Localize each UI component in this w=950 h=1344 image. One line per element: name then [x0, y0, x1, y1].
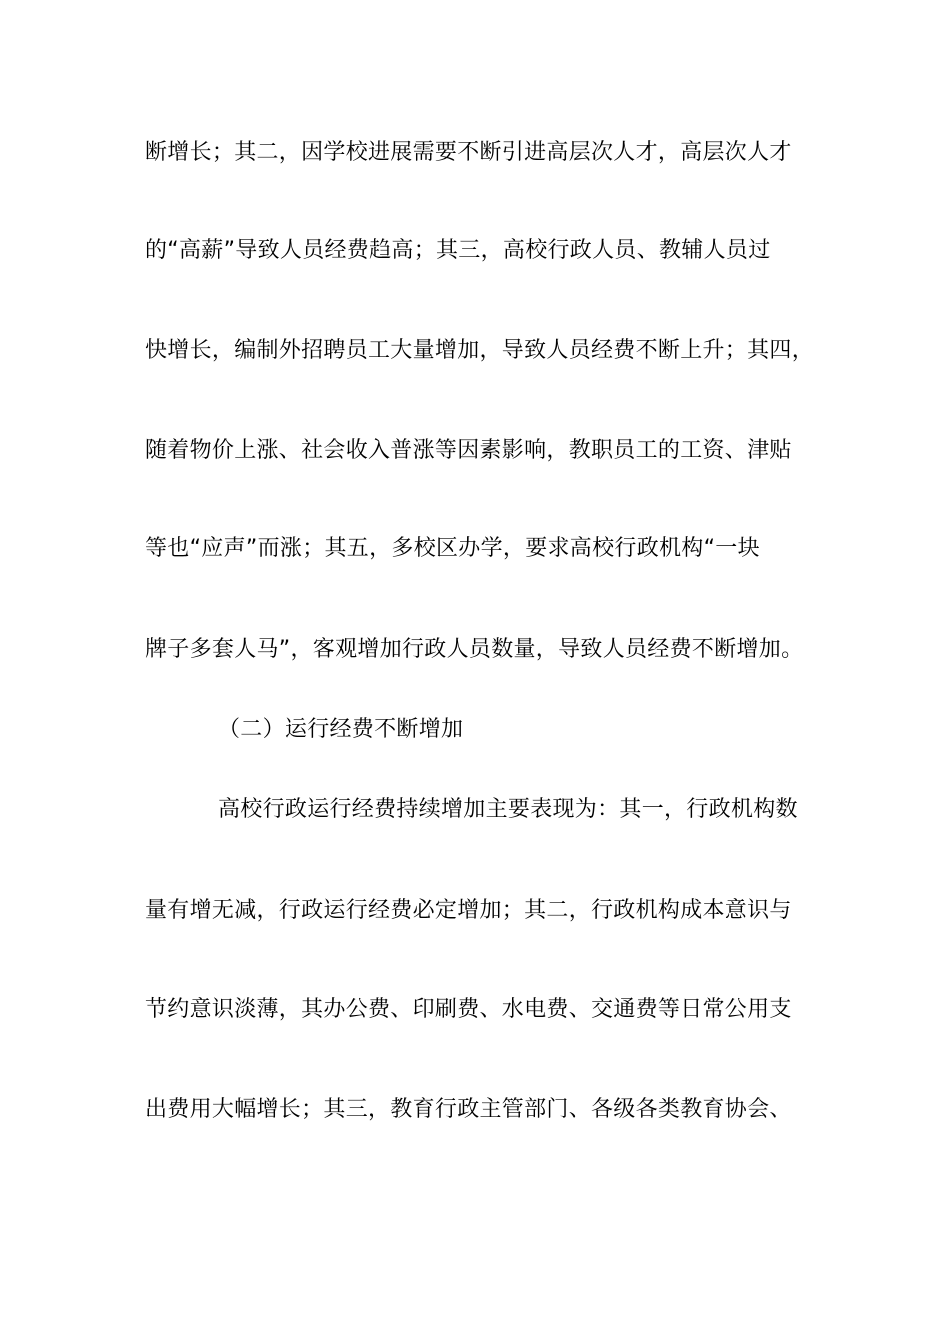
paragraph-line: 量有增无减，行政运行经费必定增加；其二，行政机构成本意识与	[145, 898, 792, 923]
paragraph-line: 高校行政运行经费持续增加主要表现为：其一，行政机构数	[218, 797, 798, 822]
paragraph-line: 断增长；其二，因学校进展需要不断引进高层次人才，高层次人才	[145, 140, 792, 165]
paragraph-line: 牌子多套人马”，客观增加行政人员数量，导致人员经费不断增加。	[145, 637, 804, 662]
section-heading: （二）运行经费不断增加	[218, 717, 464, 742]
paragraph-line: 节约意识淡薄，其办公费、印刷费、水电费、交通费等日常公用支	[145, 997, 792, 1022]
paragraph-line: 出费用大幅增长；其三，教育行政主管部门、各级各类教育协会、	[145, 1097, 792, 1122]
paragraph-line: 快增长，编制外招聘员工大量增加，导致人员经费不断上升；其四，	[145, 338, 815, 363]
paragraph-line: 的“高薪”导致人员经费趋高；其三，高校行政人员、教辅人员过	[145, 238, 771, 263]
paragraph-line: 随着物价上涨、社会收入普涨等因素影响，教职员工的工资、津贴	[145, 438, 792, 463]
paragraph-line: 等也“应声”而涨；其五，多校区办学，要求高校行政机构“一块	[145, 536, 760, 561]
